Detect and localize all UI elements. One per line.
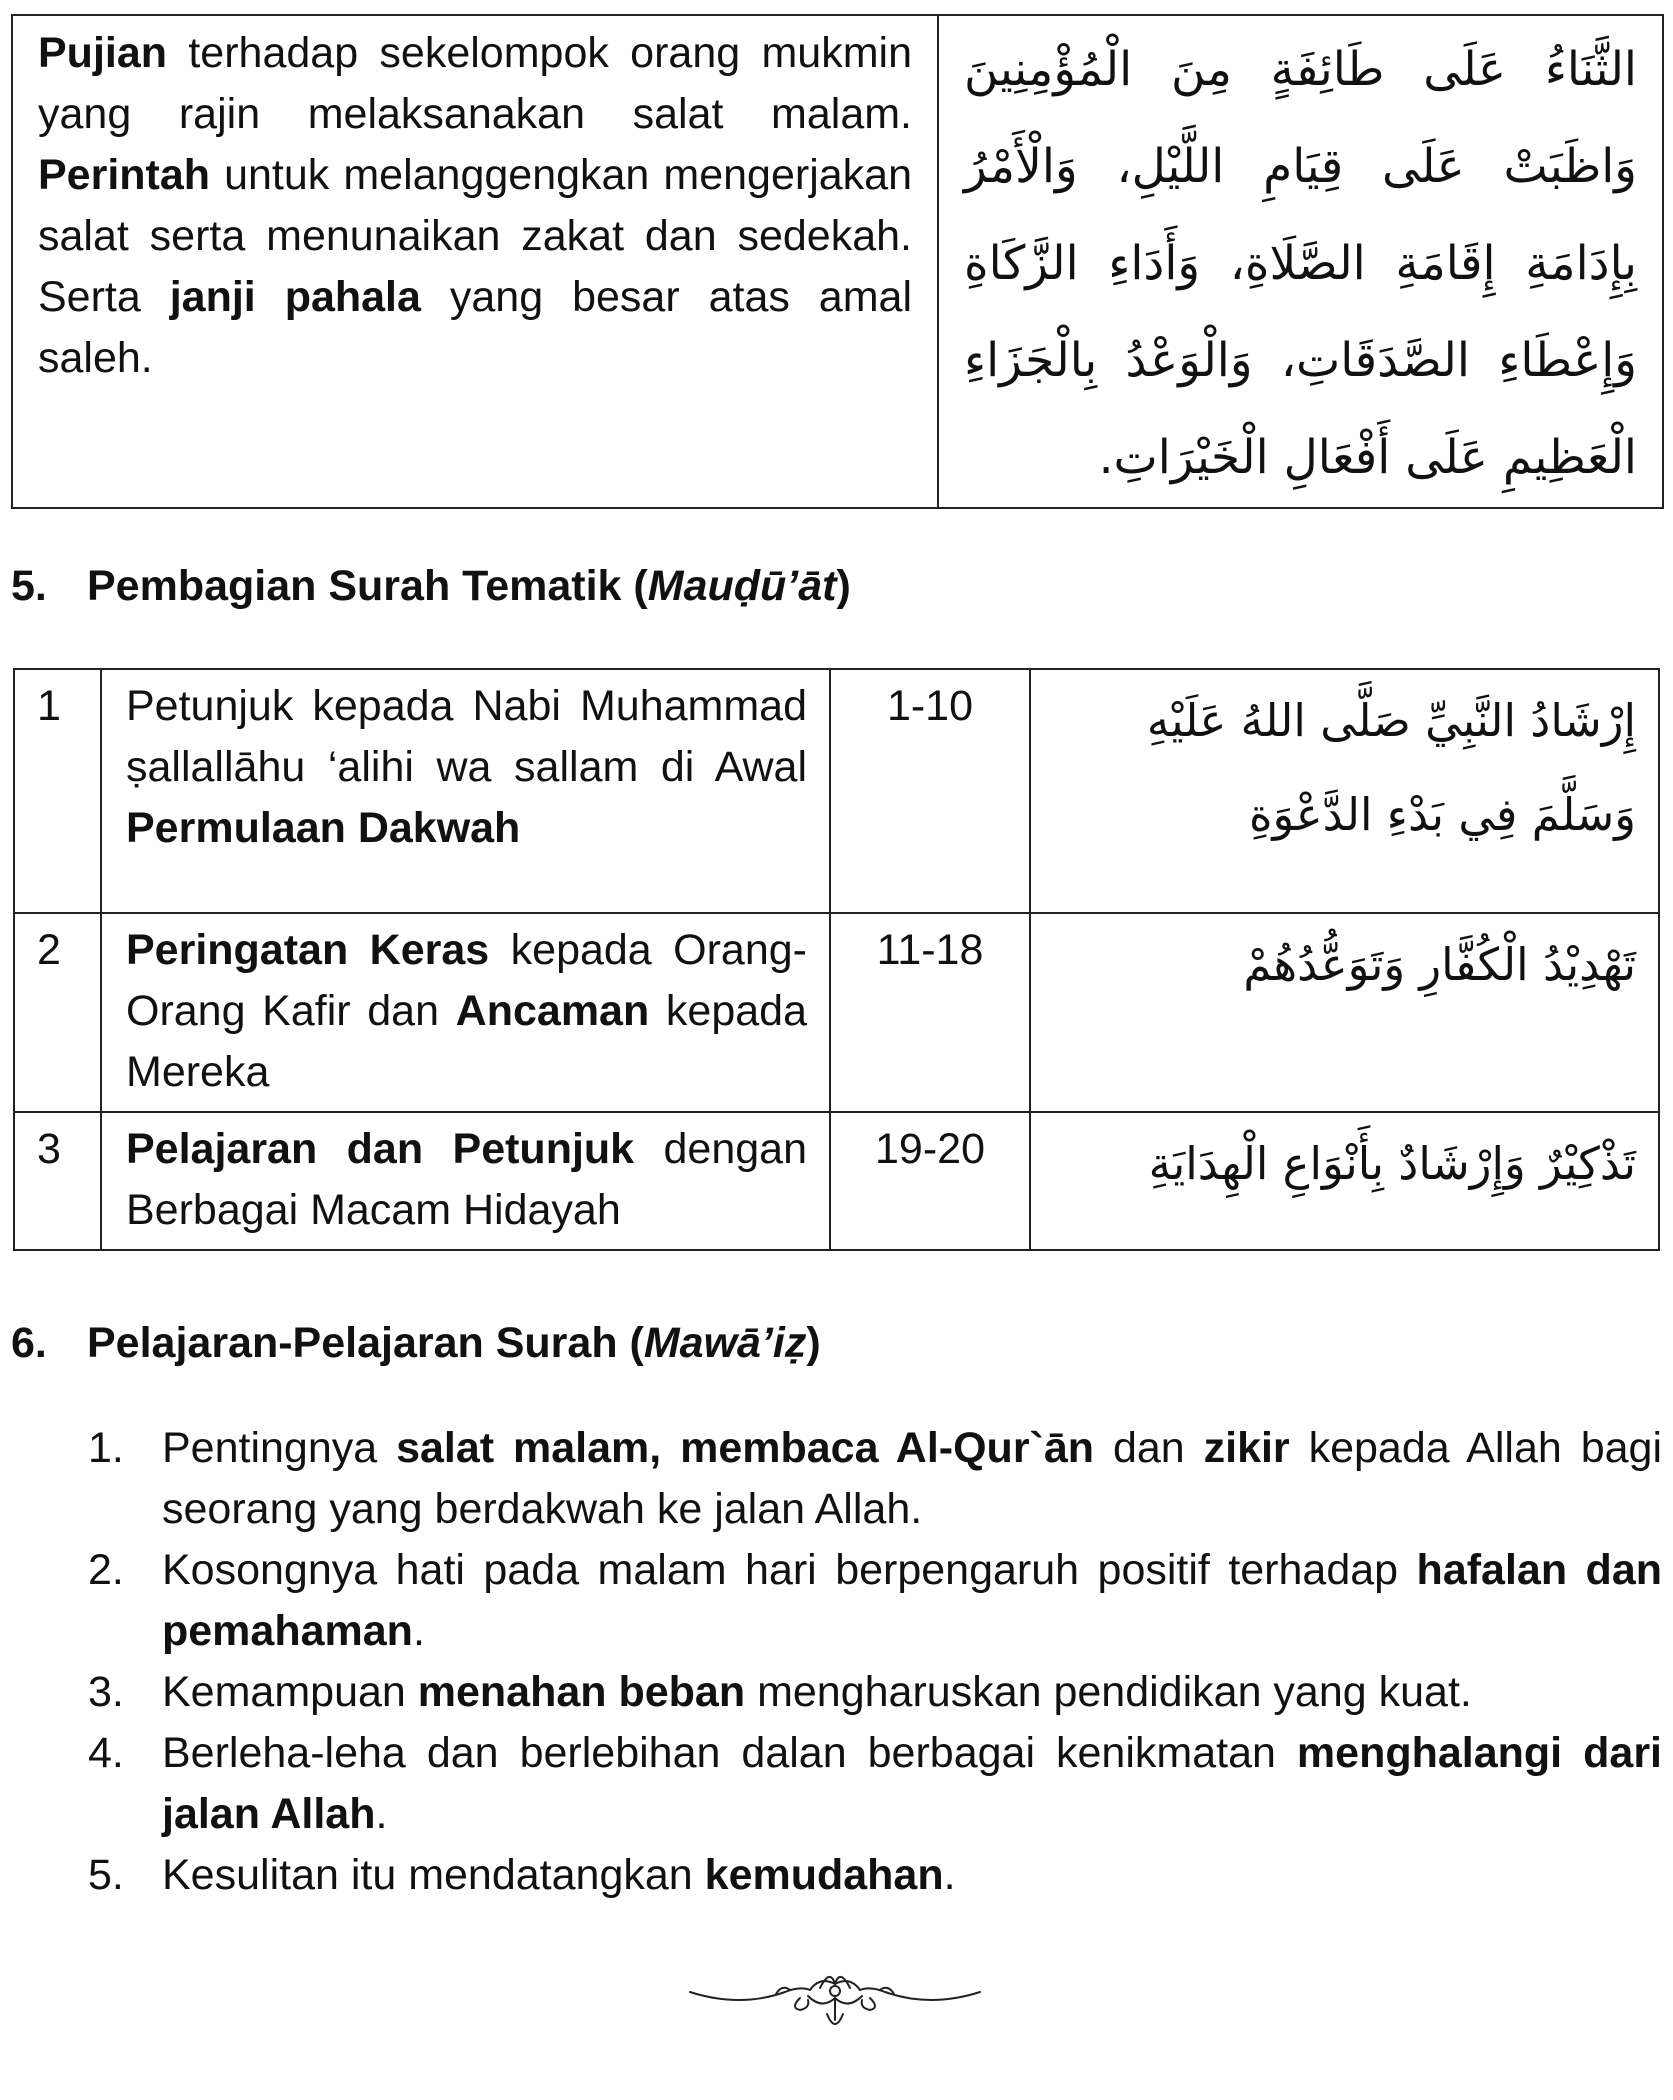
bold-text-segment: hafalan dan pemahaman bbox=[162, 1546, 1662, 1655]
text-segment: dengan Berbagai Macam Hidayah bbox=[126, 1125, 807, 1234]
row-number-cell: 2 bbox=[14, 913, 101, 1112]
bold-text-segment: Pujian bbox=[38, 29, 168, 77]
lesson-number: 4. bbox=[88, 1729, 124, 1777]
section-6-heading bbox=[11, 1319, 821, 1368]
bold-text-segment: menahan beban bbox=[417, 1668, 746, 1716]
row-verse-range-cell: 1-10 bbox=[830, 669, 1030, 913]
section-6-title-text: Pelajaran-Pelajaran Surah ( bbox=[87, 1319, 644, 1367]
bold-text-segment: Permulaan Dakwah bbox=[126, 804, 521, 852]
row-verse-range-cell: 19-20 bbox=[830, 1112, 1030, 1250]
lessons-list bbox=[80, 1418, 1662, 1906]
text-segment: kepada Orang-Orang Kafir dan bbox=[126, 926, 807, 1035]
bold-text-segment: janji pahala bbox=[169, 273, 421, 321]
decorative-divider-icon bbox=[680, 1958, 990, 2038]
section-5-title-close: ) bbox=[836, 562, 851, 610]
bold-text-segment: kemudahan bbox=[704, 1851, 944, 1899]
row-description-cell bbox=[101, 913, 830, 1112]
thematic-table-body bbox=[14, 669, 1659, 1250]
section-5-number: 5. bbox=[11, 562, 47, 610]
bold-text-segment: menghalangi dari jalan Allah bbox=[162, 1729, 1662, 1838]
bold-text-segment: zikir bbox=[1203, 1424, 1290, 1472]
lesson-number: 2. bbox=[88, 1546, 124, 1594]
row-arabic-cell: إِرْشَادُ النَّبِيِّ صَلَّى اللهُ عَلَيْهِ وَسَلَّمَ فِي بَدْءِ الدَّعْوَةِ bbox=[1030, 669, 1659, 913]
thematic-table-row bbox=[14, 913, 1659, 1112]
text-segment: untuk melanggengkan mengerjakan salat serta menunaikan zakat dan sedekah. Serta bbox=[38, 151, 912, 321]
bold-text-segment: Pelajaran dan Petunjuk bbox=[126, 1125, 635, 1173]
section-6-number: 6. bbox=[11, 1319, 47, 1367]
summary-row bbox=[12, 15, 1663, 508]
lesson-item bbox=[80, 1418, 1662, 1540]
lesson-number: 3. bbox=[88, 1668, 124, 1716]
text-segment: kepada Mereka bbox=[126, 987, 807, 1096]
summary-arabic-cell bbox=[938, 15, 1663, 508]
row-description-cell bbox=[101, 1112, 830, 1250]
lesson-item bbox=[80, 1845, 1662, 1906]
lesson-number: 5. bbox=[88, 1851, 124, 1899]
bold-text-segment: Ancaman bbox=[455, 987, 650, 1035]
section-6-title bbox=[87, 1319, 821, 1367]
text-segment: . bbox=[943, 1851, 956, 1899]
row-number-cell: 1 bbox=[14, 669, 101, 913]
text-segment: . bbox=[375, 1790, 388, 1838]
text-segment: kepada Allah bagi seorang yang berdakwah ke jalan Allah. bbox=[162, 1424, 1662, 1533]
summary-arabic-text: الثَّنَاءُ عَلَى طَائِفَةٍ مِنَ الْمُؤْمِنِينَ وَاظَبَتْ عَلَى قِيَامِ اللَّيْلِ، وَالْأَمْرُ بِإِدَامَةِ إِقَامَةِ الصَّلَاةِ، وَأَدَاءِ الزَّكَاةِ وَإِعْطَاءِ الصَّدَقَاتِ، وَالْوَعْدُ بِالْجَزَاءِ الْعَظِيمِ عَلَى أَفْعَالِ الْخَيْرَاتِ. bbox=[964, 42, 1637, 485]
text-segment: Kosongnya hati pada malam hari berpengaruh positif terhadap bbox=[162, 1546, 1417, 1594]
section-6-title-italic: Mawā’iẓ bbox=[643, 1319, 807, 1367]
thematic-table-row bbox=[14, 1112, 1659, 1250]
row-description-cell bbox=[101, 669, 830, 913]
row-verse-range-cell: 11-18 bbox=[830, 913, 1030, 1112]
text-segment: Pentingnya bbox=[162, 1424, 397, 1472]
text-segment: Kesulitan itu mendatangkan bbox=[162, 1851, 705, 1899]
lesson-number: 1. bbox=[88, 1424, 124, 1472]
thematic-table-row bbox=[14, 669, 1659, 913]
text-segment: yang besar atas amal saleh. bbox=[38, 273, 912, 382]
text-segment: Petunjuk kepada Nabi Muhammad ṣallallāhu ‘alihi wa sallam di Awal bbox=[126, 682, 807, 791]
thematic-table bbox=[13, 668, 1660, 1251]
lesson-item bbox=[80, 1540, 1662, 1662]
bold-text-segment: salat malam, membaca Al-Qur`ān bbox=[396, 1424, 1095, 1472]
bold-text-segment: Peringatan Keras bbox=[126, 926, 490, 974]
summary-indonesian-text bbox=[14, 17, 936, 389]
row-arabic-cell: تَذْكِيْرٌ وَإِرْشَادٌ بِأَنْوَاعِ الْهِدَايَةِ bbox=[1030, 1112, 1659, 1250]
section-6-title-close: ) bbox=[806, 1319, 821, 1367]
text-segment: Berleha-leha dan berlebihan dalan berbagai kenikmatan bbox=[162, 1729, 1297, 1777]
text-segment: mengharuskan pendidikan yang kuat. bbox=[745, 1668, 1472, 1716]
row-number-cell: 3 bbox=[14, 1112, 101, 1250]
section-5-title bbox=[87, 562, 851, 610]
summary-table bbox=[11, 14, 1664, 509]
bold-text-segment: Perintah bbox=[38, 151, 211, 199]
text-segment: dan bbox=[1094, 1424, 1204, 1472]
row-arabic-cell: تَهْدِيْدُ الْكُفَّارِ وَتَوَعُّدُهُمْ bbox=[1030, 913, 1659, 1112]
section-5-title-italic: Mauḍū’āt bbox=[647, 562, 837, 610]
section-5-heading bbox=[11, 562, 851, 611]
text-segment: . bbox=[412, 1607, 425, 1655]
text-segment: Kemampuan bbox=[162, 1668, 418, 1716]
section-5-title-text: Pembagian Surah Tematik ( bbox=[87, 562, 648, 610]
lesson-item bbox=[80, 1723, 1662, 1845]
text-segment: terhadap sekelompok orang mukmin yang rajin melaksanakan salat malam. bbox=[38, 29, 912, 138]
lesson-item bbox=[80, 1662, 1662, 1723]
summary-indonesian-cell bbox=[12, 15, 938, 508]
